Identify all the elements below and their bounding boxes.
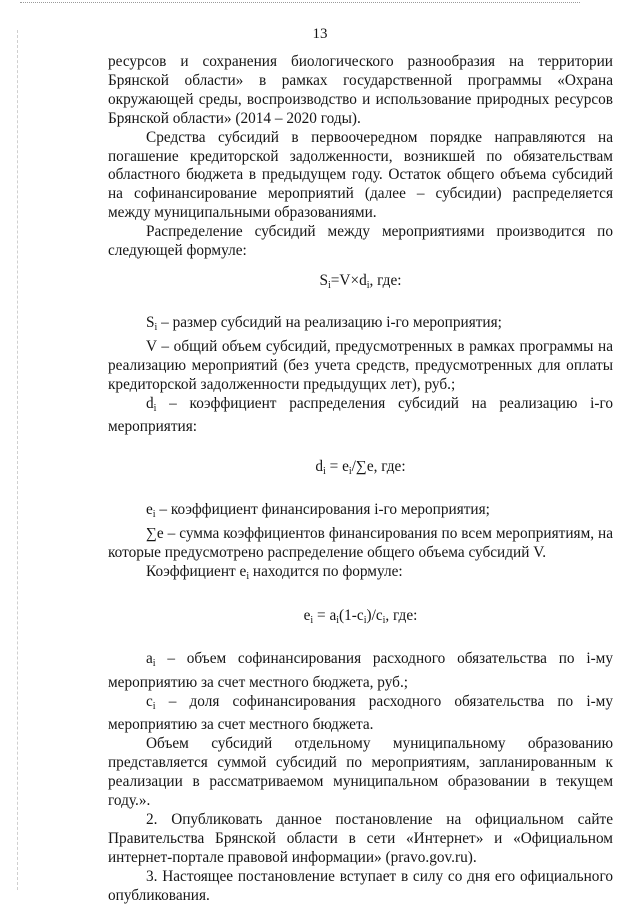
definition-a (108, 650, 613, 693)
formula3-e-symbol: e (303, 606, 311, 624)
definition-e-symbol: e (146, 501, 153, 519)
paragraph-coefficient (108, 563, 613, 587)
paragraph-item-2-publish: 2. Опубликовать данное постановление на официальном сайте Правительства Брянской области в сети «Интернет» и «Официальном интернет-портале правовой информации» (pravo.gov.ru). (108, 811, 613, 866)
formula3-where: , где: (385, 606, 418, 624)
paragraph-item-3-effect: 3. Настоящее постановление вступает в силу со дня его официального опубликования. (108, 867, 613, 904)
paragraph-subsidy-funds: Средства субсидий в первоочередном порядке направляются на погашение кредиторской задолженности, возникшей по обязательствам областного бюджета в предыдущем году. Остаток общего объема субсидий на софинансирование мероприятий (далее – субсидии) распределяется между муниципальными образованиями. (108, 128, 613, 222)
definition-e-subscript: i (152, 509, 156, 521)
formula-d-equals-e-over-sum (108, 458, 613, 482)
document-body (108, 53, 613, 906)
formula3-a-subscript: i (336, 614, 340, 626)
paragraph-subsidy-volume: Объем субсидий отдельному муниципальному образованию представляется суммой субсидий по мероприятиям, запланированным к реализации в рассматриваемом муниципальном образовании в текущем году.». (108, 735, 613, 810)
formula3-e-subscript: i (310, 614, 314, 626)
definition-s (108, 314, 613, 338)
definition-c (108, 693, 613, 736)
formula3-over-c: )/c (366, 606, 383, 624)
formula-s-equals-v-times-d (108, 272, 613, 296)
definition-a-symbol: a (146, 649, 153, 667)
paragraph-resources: ресурсов и сохранения биологического разнообразия на территории Брянской области» в рамках государственной программы «Охрана окружающей среды, воспроизводство и использование природных ресурсов Брянской области» (2014 – 2020 годы). (108, 53, 613, 127)
definition-a-subscript: i (152, 657, 156, 669)
formula2-d-subscript: i (323, 466, 326, 478)
definition-sum-e: ∑e – сумма коэффициентов финансирования по всем мероприятиям, на которые предусмотрено распределение общего объема субсидий V. (108, 525, 613, 562)
formula-v-times-d: =V×d (330, 271, 367, 289)
definition-d-symbol: d (146, 394, 154, 412)
definition-s-subscript: i (154, 321, 158, 333)
formula2-sum-where: /∑e, где: (351, 458, 406, 476)
formula-s-symbol: S (319, 271, 328, 289)
coefficient-text-a: Коэффициент e (146, 562, 247, 580)
definition-c-symbol: c (146, 692, 153, 710)
formula2-d-symbol: d (315, 458, 324, 476)
formula3-a-symbol: = a (313, 606, 337, 624)
coefficient-subscript: i (246, 570, 250, 582)
formula-d-subscript: i (366, 279, 370, 291)
formula2-e-subscript: i (348, 466, 352, 478)
scan-edge-top (20, 2, 580, 6)
formula-e-equals (108, 607, 613, 631)
definition-d-subscript: i (153, 402, 157, 414)
definition-e (108, 501, 613, 525)
definition-v: V – общий объем субсидий, предусмотренных в рамках программы на реализацию мероприятий (без учета средств, предусмотренных для оплаты кредиторской задолженности предыдущих лет), руб.; (108, 337, 613, 393)
definition-d-text: – коэффициент распределения субсидий на реализацию i-го мероприятия: (108, 394, 613, 436)
definition-e-text: – коэффициент финансирования i-го мероприятия; (155, 501, 490, 519)
definition-a-text: – объем софинансирования расходного обязательства по i-му мероприятию за счет местного бюджета, руб.; (108, 649, 613, 691)
definition-s-text: – размер субсидий на реализацию i-го мероприятия; (157, 313, 502, 331)
definition-c-text: – доля софинансирования расходного обязательства по i-му мероприятию за счет местного бюджета. (108, 692, 613, 734)
scan-edge-left (17, 30, 18, 890)
formula-s-subscript: i (328, 279, 331, 291)
definition-s-symbol: S (146, 313, 155, 331)
coefficient-text-b: находится по формуле: (249, 562, 403, 580)
formula-where: , где: (369, 271, 402, 289)
formula3-c2-subscript: i (382, 614, 386, 626)
formula2-e-symbol: = e (325, 458, 349, 476)
page-number: 13 (312, 26, 328, 42)
definition-c-subscript: i (152, 700, 156, 712)
paragraph-distribution: Распределение субсидий между мероприятиями производится по следующей формуле: (108, 223, 613, 260)
formula3-c-subscript: i (363, 614, 367, 626)
formula3-one-minus-c: (1-c (339, 606, 364, 624)
definition-d (108, 395, 613, 438)
